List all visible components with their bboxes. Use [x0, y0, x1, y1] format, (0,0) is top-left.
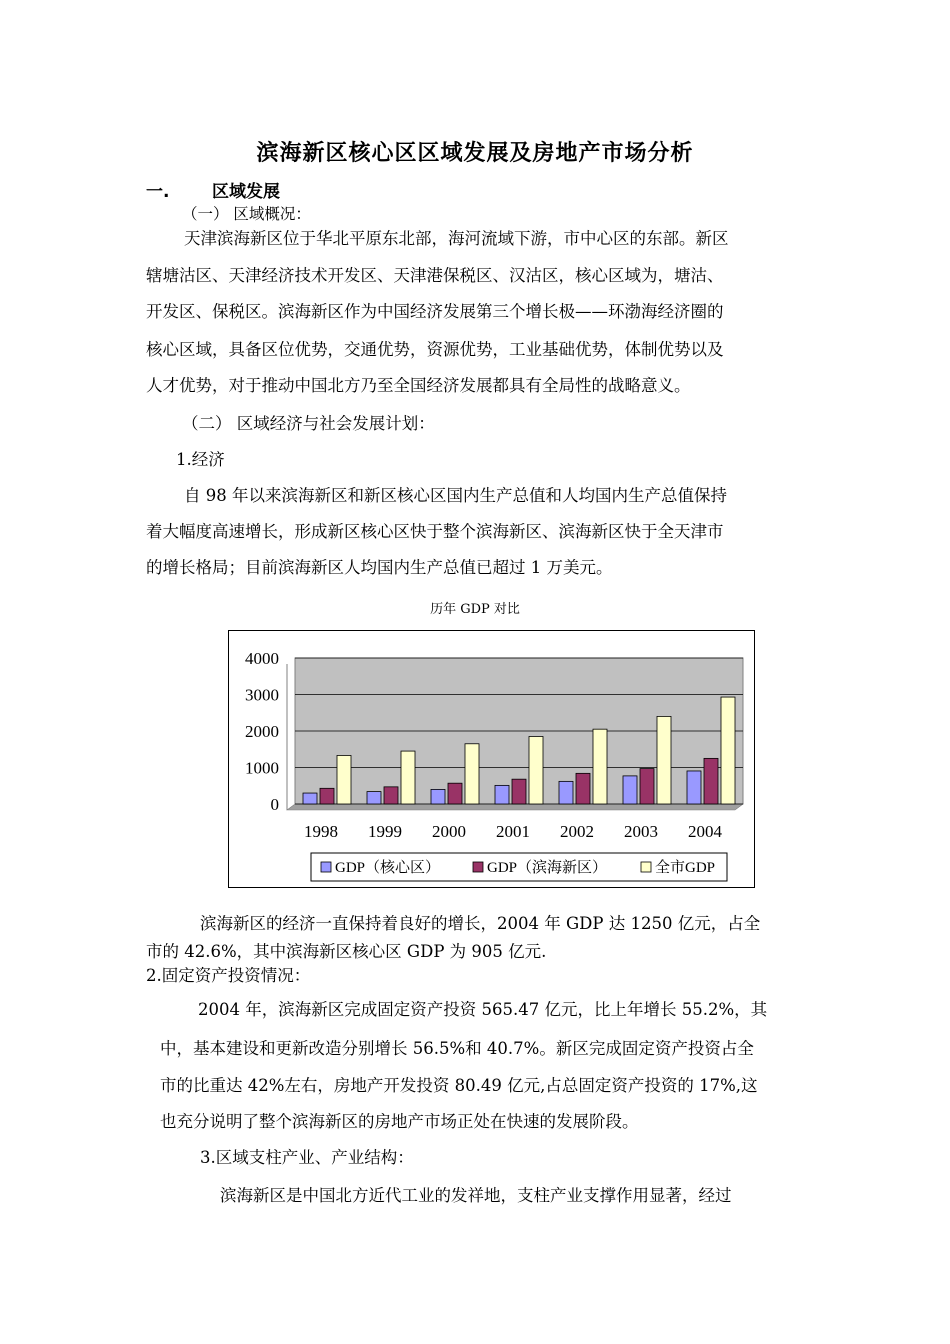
paragraph-line: 自 98 年以来滨海新区和新区核心区国内生产总值和人均国内生产总值保持: [184, 486, 727, 505]
paragraph-line: 2004 年，滨海新区完成固定资产投资 565.47 亿元，比上年增长 55.2%，其: [198, 1000, 768, 1019]
paragraph-line: 市的比重达 42%左右，房地产开发投资 80.49 亿元,占总固定资产投资的 17%,这: [160, 1076, 758, 1095]
bar: [367, 792, 381, 804]
chart-caption: 历年 GDP 对比: [430, 602, 520, 617]
bar: [704, 758, 718, 804]
paragraph-line: 天津滨海新区位于华北平原东北部，海河流域下游，市中心区的东部。新区: [184, 229, 729, 248]
x-tick-label: 1999: [368, 822, 402, 841]
paragraph-line: 开发区、保税区。滨海新区作为中国经济发展第三个增长极——环渤海经济圈的: [146, 302, 724, 321]
bar: [384, 787, 398, 804]
x-tick-label: 2001: [496, 822, 530, 841]
bar: [401, 751, 415, 804]
y-tick-label: 2000: [245, 722, 279, 741]
y-tick-label: 4000: [245, 649, 279, 668]
paragraph-line: 中，基本建设和更新改造分别增长 56.5%和 40.7%。新区完成固定资产投资占全: [160, 1039, 754, 1058]
gdp-bar-chart: [229, 631, 754, 887]
chart-frame: [228, 630, 755, 888]
paragraph-line: 滨海新区是中国北方近代工业的发祥地，支柱产业支撑作用显著，经过: [220, 1186, 732, 1205]
y-tick-label: 1000: [245, 758, 279, 778]
paragraph-line: 的增长格局；目前滨海新区人均国内生产总值已超过 1 万美元。: [146, 558, 613, 577]
legend-label: 全市GDP: [655, 860, 716, 876]
bar: [448, 783, 462, 804]
subsection-heading-2: （二） 区域经济与社会发展计划：: [182, 414, 435, 433]
x-tick-label: 1998: [304, 822, 338, 841]
x-tick-label: 2002: [560, 822, 594, 841]
item-heading-3: 3.区域支柱产业、产业结构：: [200, 1148, 414, 1167]
document-title: 滨海新区核心区区域发展及房地产市场分析: [256, 141, 694, 166]
bar: [559, 781, 573, 804]
y-tick-label: 0: [270, 795, 279, 814]
x-tick-label: 2000: [432, 822, 466, 841]
paragraph-line: 着大幅度高速增长，形成新区核心区快于整个滨海新区、滨海新区快于全天津市: [146, 522, 724, 541]
section-number: 一.: [146, 182, 170, 202]
x-tick-label: 2003: [624, 822, 658, 841]
paragraph-line: 人才优势，对于推动中国北方乃至全国经济发展都具有全局性的战略意义。: [146, 376, 691, 395]
bar: [721, 697, 735, 804]
bar: [529, 736, 543, 804]
bar: [303, 793, 317, 804]
paragraph-line: 辖塘沽区、天津经济技术开发区、天津港保税区、汉沽区，核心区域为，塘沽、: [146, 266, 724, 285]
paragraph-line: 滨海新区的经济一直保持着良好的增长，2004 年 GDP 达 1250 亿元，占全: [200, 914, 761, 933]
paragraph-line: 市的 42.6%，其中滨海新区核心区 GDP 为 905 亿元.: [146, 942, 547, 961]
subsection-heading-1: （一） 区域概况：: [182, 205, 311, 223]
legend-swatch: [473, 862, 483, 872]
legend-swatch: [321, 862, 331, 872]
bar: [657, 716, 671, 804]
item-heading-2: 2.固定资产投资情况：: [146, 966, 311, 985]
bar: [320, 788, 334, 804]
section-heading: [146, 177, 280, 202]
legend-swatch: [641, 862, 651, 872]
bar: [640, 769, 654, 804]
bar: [431, 789, 445, 804]
y-tick-label: 3000: [245, 685, 279, 705]
bar: [495, 785, 509, 804]
paragraph-line: 核心区域，具备区位优势，交通优势，资源优势，工业基础优势，体制优势以及: [146, 340, 724, 359]
bar: [465, 744, 479, 804]
plot-floor: [287, 804, 743, 810]
section-label: 区域发展: [212, 182, 280, 202]
legend-label: GDP（滨海新区）: [487, 860, 608, 876]
bar: [623, 776, 637, 804]
bar: [593, 729, 607, 804]
x-tick-label: 2004: [688, 822, 722, 841]
bar: [576, 773, 590, 804]
paragraph-line: 也充分说明了整个滨海新区的房地产市场正处在快速的发展阶段。: [160, 1112, 639, 1131]
legend-label: GDP（核心区）: [335, 860, 441, 876]
bar: [687, 771, 701, 804]
bar: [337, 755, 351, 804]
bar: [512, 779, 526, 804]
item-heading-1: 1.经济: [176, 450, 225, 469]
